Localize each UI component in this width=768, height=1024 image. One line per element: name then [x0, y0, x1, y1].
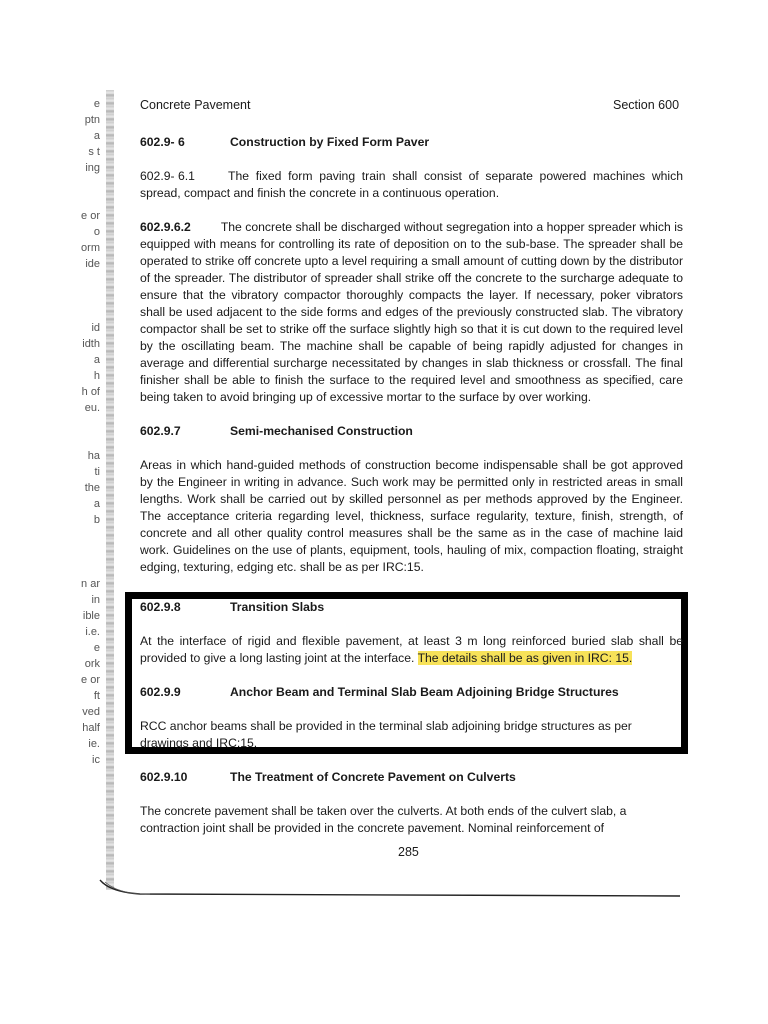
gutter-fragment: b [93, 514, 100, 526]
section-title: Transition Slabs [230, 600, 325, 614]
section-title: Construction by Fixed Form Paver [230, 135, 430, 149]
clause-number: 602.9.6.2 [140, 220, 191, 234]
gutter-fragment: half [82, 722, 100, 734]
paragraph [140, 633, 683, 667]
clause-text: The fixed form paving train shall consist of separate powered machines which spread, compact and finish the concrete in a continuous operation. [140, 169, 683, 200]
gutter-fragment: ptn [84, 114, 100, 126]
running-header-title: Concrete Pavement [140, 98, 251, 112]
gutter-fragment [60, 288, 100, 304]
gutter-fragment: in [91, 594, 100, 606]
gutter-fragment: ing [85, 162, 100, 174]
paragraph: RCC anchor beams shall be provided in the terminal slab adjoining bridge structures as per drawings and IRC:15. [140, 719, 632, 750]
gutter-fragment: ible [82, 610, 100, 622]
section-heading [140, 134, 683, 151]
section-number: 602.9.7 [140, 424, 181, 438]
gutter-fragment: i.e. [85, 626, 100, 638]
gutter-fragment: the [84, 482, 100, 494]
gutter-fragment: ha [87, 450, 100, 462]
cut-off-gutter-text [60, 96, 100, 768]
gutter-fragment [60, 176, 100, 192]
gutter-fragment: a [93, 354, 100, 366]
section-title: Anchor Beam and Terminal Slab Beam Adjoining Bridge Structures [230, 685, 619, 699]
running-header-section: Section 600 [613, 98, 680, 112]
section-heading [140, 769, 683, 786]
gutter-fragment: ide [85, 258, 100, 270]
gutter-fragment: ft [93, 690, 100, 702]
gutter-fragment [60, 416, 100, 432]
main-text-continued [140, 769, 683, 837]
page-bottom-edge [80, 878, 680, 898]
section-number: 602.9.8 [140, 600, 181, 614]
gutter-fragment: e or [81, 674, 100, 686]
paragraph: Areas in which hand-guided methods of construction become indispensable shall be got approved by the Engineer in writing in advance. Such work may be permitted only in restricted areas in small lengths. Work shall be carried out by skilled personnel as per methods approved by the Engineer. The acceptance criteria regarding level, thickness, surface regularity, texture, finish, strength, of concrete and all other quality control measures shall be the same as in the case of machine laid work. Guidelines on the use of plants, equipment, tools, hauling of mix, compaction floating, straight edging, texturing, edging etc. shall be as per IRC:15. [140, 458, 683, 574]
gutter-fragment: idth [82, 338, 100, 350]
gutter-fragment: o [93, 226, 100, 238]
main-text [140, 134, 683, 576]
paragraph: The concrete pavement shall be taken over the culverts. At both ends of the culvert slab, a contraction joint shall be provided in the concrete pavement. Nominal reinforcement of [140, 804, 627, 835]
gutter-fragment [60, 272, 100, 288]
gutter-fragment: h [93, 370, 100, 382]
paragraph [140, 168, 683, 202]
section-number: 602.9- 6 [140, 135, 185, 149]
section-number: 602.9.9 [140, 685, 181, 699]
gutter-fragment: n ar [81, 578, 100, 590]
highlighted-text: The details shall be as given in IRC: 15. [417, 651, 633, 665]
binding-edge-shadow [106, 90, 114, 890]
section-title: The Treatment of Concrete Pavement on Culverts [230, 770, 516, 784]
clause-number: 602.9- 6.1 [140, 169, 195, 183]
gutter-fragment: s t [88, 146, 100, 158]
gutter-fragment [60, 432, 100, 448]
section-title: Semi-mechanised Construction [230, 424, 413, 438]
gutter-fragment: e or [81, 210, 100, 222]
boxed-text [140, 599, 683, 752]
page-number: 285 [398, 845, 419, 859]
gutter-fragment: eu. [84, 402, 100, 414]
gutter-fragment: e [93, 98, 100, 110]
gutter-fragment: ie. [88, 738, 100, 750]
section-heading [140, 599, 683, 616]
section-number: 602.9.10 [140, 770, 188, 784]
gutter-fragment: e [93, 642, 100, 654]
gutter-fragment [60, 544, 100, 560]
section-heading [140, 423, 683, 440]
clause-text: At the interface of rigid and flexible pavement, at least 3 m long reinforced buried slab shall be provided to give a long lasting joint at the interface. [140, 634, 683, 665]
gutter-fragment [60, 560, 100, 576]
gutter-fragment: ved [82, 706, 100, 718]
gutter-fragment: h of [81, 386, 100, 398]
gutter-fragment: ork [84, 658, 100, 670]
gutter-fragment: a [93, 498, 100, 510]
gutter-fragment: id [91, 322, 100, 334]
paragraph [140, 219, 683, 406]
gutter-fragment [60, 192, 100, 208]
gutter-fragment [60, 304, 100, 320]
gutter-fragment [60, 528, 100, 544]
gutter-fragment: ti [94, 466, 100, 478]
gutter-fragment: a [93, 130, 100, 142]
gutter-fragment: ic [92, 754, 100, 766]
section-heading [140, 684, 683, 701]
gutter-fragment: orm [81, 242, 100, 254]
clause-text: The concrete shall be discharged without segregation into a hopper spreader which is equipped with means for controlling its rate of deposition on to the sub-base. The spreader shall be operated to strike off concrete upto a level requiring a small amount of cutting down by the distributor of the spreader. The distributor of spreader shall strike off the concrete to the surcharge adequate to ensure that the vibratory compactor thoroughly compacts the layer. If necessary, poker vibrators shall be used adjacent to the side forms and edges of the previously constructed slab. The vibratory compactor shall be set to strike off the surface slightly high so that it is cut down to the required level by the oscillating beam. The machine shall be capable of being rapidly adjusted for changes in average and differential surcharge necessitated by changes in slab thickness or crossfall. The final finisher shall be able to finish the surface to the required level and smoothness as specified, care being taken to avoid bringing up of excessive mortar to the surface by over working. [140, 220, 683, 404]
